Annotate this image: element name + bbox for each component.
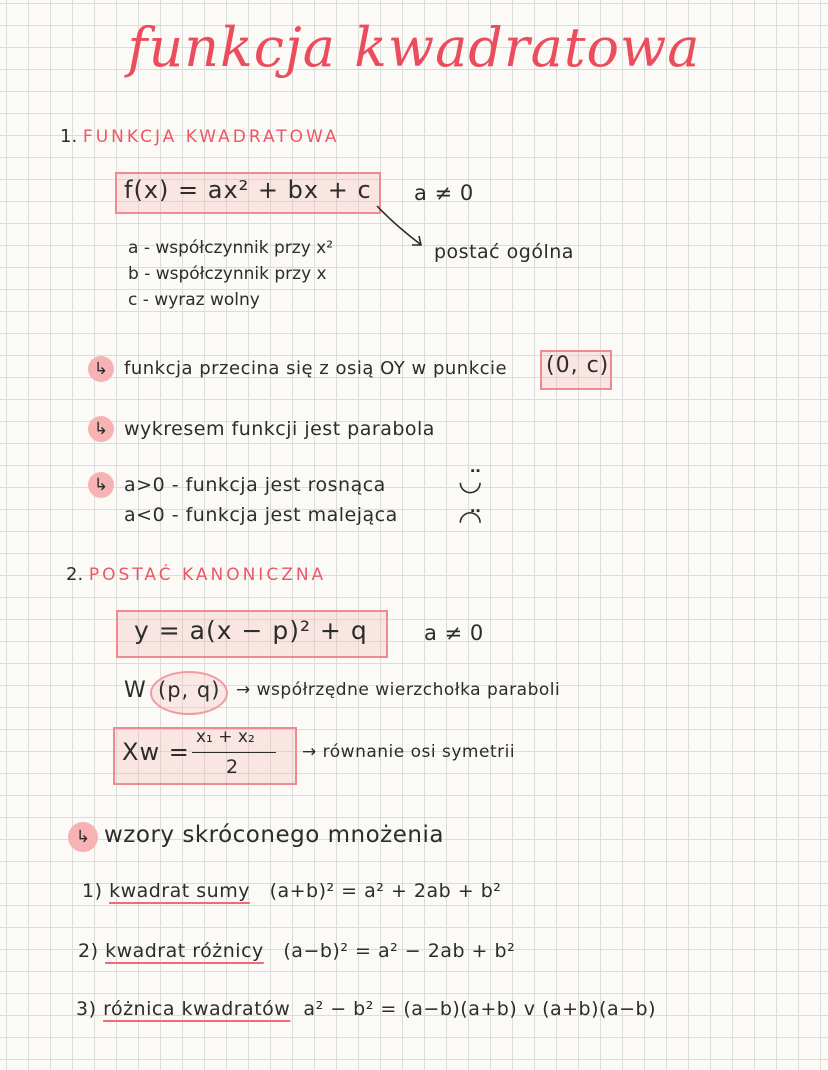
canonical-form-condition: a ≠ 0 xyxy=(424,621,484,645)
section-2-heading xyxy=(66,564,326,585)
symmetry-axis-description: → równanie osi symetrii xyxy=(302,742,516,762)
bullet-1-text: funkcja przecina się z osią OY w punkcie xyxy=(124,358,508,379)
general-form-formula: f(x) = ax² + bx + c xyxy=(124,176,372,204)
symmetry-axis-numerator: x₁ + x₂ xyxy=(196,727,255,747)
vertex-point: (p, q) xyxy=(158,678,221,702)
identity-2-number: 2) xyxy=(78,940,99,962)
section-2-number: 2. xyxy=(66,564,84,585)
identity-3-number: 3) xyxy=(76,998,97,1020)
section-3-heading: wzory skróconego mnożenia xyxy=(104,822,444,848)
identity-2 xyxy=(78,940,515,962)
identity-3 xyxy=(76,998,656,1020)
canonical-form-formula: y = a(x − p)² + q xyxy=(134,616,368,645)
section-2-title: POSTAĆ KANONICZNA xyxy=(88,565,327,585)
section-1-number: 1. xyxy=(60,126,78,147)
vertex-label: W xyxy=(124,678,147,703)
bullet-arrow-icon: ↳ xyxy=(88,416,114,442)
identity-3-name: różnica kwadratów xyxy=(103,998,291,1020)
bullet-3-line-1: a>0 - funkcja jest rosnąca xyxy=(124,474,386,496)
smile-icon: ◡̈ xyxy=(458,464,483,497)
symmetry-axis-denominator: 2 xyxy=(226,756,239,778)
bullet-arrow-icon: ↳ xyxy=(88,472,114,498)
coefficient-a: a - współczynnik przy x² xyxy=(128,238,334,258)
identity-1-formula: (a+b)² = a² + 2ab + b² xyxy=(269,880,502,902)
bullet-arrow-icon: ↳ xyxy=(68,822,98,852)
identity-2-name: kwadrat różnicy xyxy=(105,940,264,962)
fraction-line xyxy=(192,752,276,753)
general-form-name: postać ogólna xyxy=(434,241,574,263)
vertex-description: → współrzędne wierzchołka paraboli xyxy=(236,680,561,700)
coefficient-b: b - współczynnik przy x xyxy=(128,264,327,284)
page-title: funkcja kwadratowa xyxy=(127,16,701,79)
coefficient-c: c - wyraz wolny xyxy=(128,290,260,310)
bullet-3-line-2: a<0 - funkcja jest malejąca xyxy=(124,504,398,526)
identity-1-number: 1) xyxy=(82,880,103,902)
identity-2-formula: (a−b)² = a² − 2ab + b² xyxy=(283,940,516,962)
bullet-arrow-icon: ↳ xyxy=(88,356,114,382)
point-0c: (0, c) xyxy=(546,353,610,378)
frown-icon: ◠̈ xyxy=(458,504,483,537)
section-1-title: FUNKCJA KWADRATOWA xyxy=(82,127,340,147)
identity-3-formula: a² − b² = (a−b)(a+b) v (a+b)(a−b) xyxy=(303,998,656,1020)
identity-1 xyxy=(82,880,501,902)
symmetry-axis-lhs: Xw = xyxy=(122,738,190,766)
identity-1-name: kwadrat sumy xyxy=(109,880,250,902)
general-form-condition: a ≠ 0 xyxy=(414,181,474,205)
bullet-2-text: wykresem funkcji jest parabola xyxy=(124,418,435,440)
